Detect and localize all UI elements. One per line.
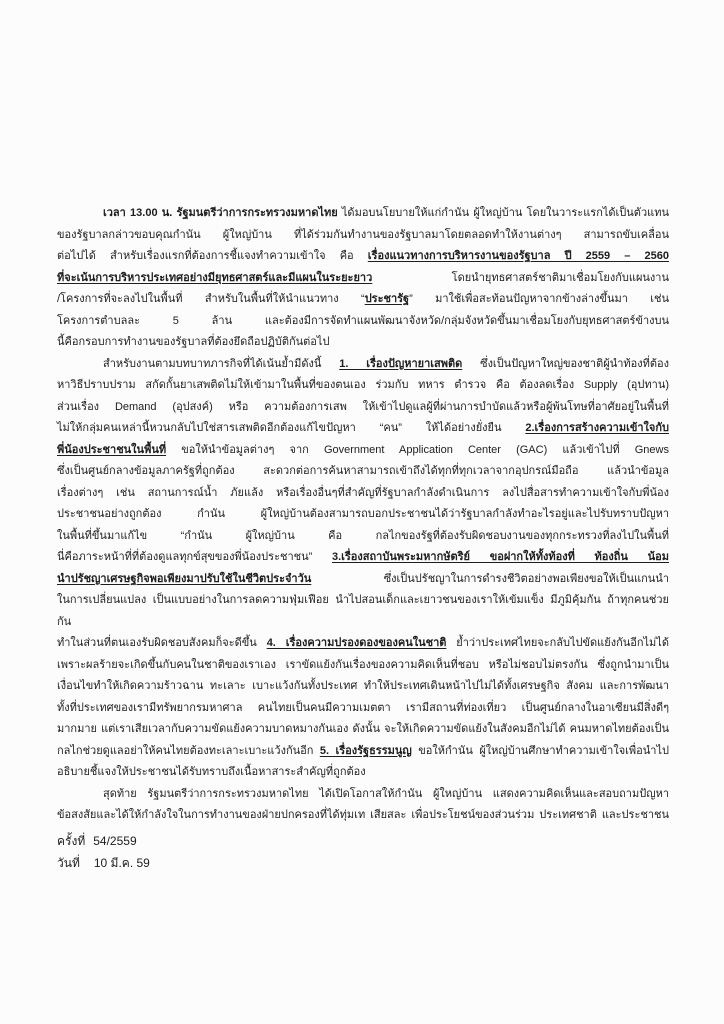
body-text: กลไกช่วยดูแลอย่าให้คนไทยต้องทะเลาะเบาะแว้งกันอีก [57, 744, 320, 757]
body-text: ขอให้นำข้อมูลต่างๆ จาก Government Application Center (GAC) แล้วเข้าไปที่ Gnews [166, 443, 669, 456]
text-line [57, 719, 669, 741]
body-text: เพราะผลร้ายจะเกิดขึ้นกับคนในชาติของเราเอง เราขัดแย้งกันเรื่องของความคิดเห็นที่ชอบ หรือไม่ชอบไม่ตรงกัน ซึ่งถูกนำมาเป็น [57, 658, 669, 671]
text-line [57, 504, 669, 526]
emphasized-text: 3.เรื่องสถาบันพระมหากษัตริย์ ขอฝากให้ทั้งท้องที่ ท้องถิ่น น้อม [331, 551, 669, 563]
body-text: ซึ่งเป็นศูนย์กลางข้อมูลภาครัฐที่ถูกต้อง สะดวกต่อการค้นหาสามารถเข้าถึงได้ทุกที่ทุกเวลาจากอุปกรณ์มือถือ แล้วนำข้อมูล [57, 465, 669, 477]
body-text: อธิบายชี้แจงให้ประชาชนได้รับทราบถึงเนื้อหาสาระสำคัญที่ถูกต้อง [57, 766, 366, 778]
body-text: หาวิธีปราบปราม สกัดกั้นยาเสพติดไม่ให้เข้ามาในพื้นที่ของตนเอง ร่วมกับ ทหาร ตำรวจ คือ ต้องลดเรื่อง Supply (อุปทาน) [57, 379, 669, 391]
body-text: เรื่องต่างๆ เช่น สถานการณ์น้ำ ภัยแล้ง หรือเรื่องอื่นๆที่สำคัญที่รัฐบาลกำลังดำเนินการ ลงไปสื่อสารทำความเข้าใจกับพี่น้อง [57, 486, 669, 499]
body-text: เงื่อนไขทำให้เกิดความร้าวฉาน ทะเลาะ เบาะแว้งกันทั้งประเทศ ทำให้ประเทศเดินหน้าไปไม่ได้ทั้งเศรษฐกิจ สังคม และการพัฒนา [57, 680, 669, 692]
text-line [57, 246, 669, 268]
date-label: วันที่ [57, 856, 80, 870]
text-line [57, 784, 669, 806]
document-body [57, 203, 669, 827]
date-row [57, 852, 150, 874]
text-line [57, 397, 669, 419]
body-text: ทำในส่วนที่ตนเองรับผิดชอบสังคมก็จะดีขึ้น [57, 637, 267, 649]
body-text: โดยนำยุทธศาสตร์ชาติมาเชื่อมโยงกับแผนงาน [372, 271, 669, 284]
body-text: ประชาชนอย่างถูกต้อง กำนัน ผู้ใหญ่บ้านต้องสามารถบอกประชาชนได้ว่ารัฐบาลกำลังทำอะไรอยู่และไปรับทราบปัญหา [57, 508, 669, 520]
body-text: ” มาใช้เพื่อสะท้อนปัญหาจากข้างล่างขึ้นมา เช่น [409, 293, 669, 305]
issue-label: ครั้งที่ [57, 834, 86, 848]
text-line [57, 203, 669, 225]
emphasized-text: พี่น้องประชาชนในพื้นที่ [57, 443, 167, 456]
text-line [57, 225, 669, 247]
emphasized-text: เรื่องแนวทางการบริหารงานของรัฐบาล ปี 2559 – 2560 [367, 250, 670, 262]
text-line [57, 741, 669, 763]
body-text: นี่คือภาระหน้าที่ที่ต้องดูแลทุกข์สุขของพี่น้องประชาชน” [57, 551, 332, 563]
document-footer [57, 830, 150, 874]
body-text: โครงการตำบลละ 5 ล้าน และต้องมีการจัดทำแผนพัฒนาจังหวัด/กลุ่มจังหวัดขึ้นมาเชื่อมโยงกับยุทธศาสตร์ข้างบน [57, 314, 669, 327]
text-line [57, 655, 669, 677]
body-text: ขอให้กำนัน ผู้ใหญ่บ้านศึกษาทำความเข้าใจเพื่อนำไป [411, 744, 669, 757]
text-line [57, 676, 669, 698]
body-text: ซึ่งเป็นปรัชญาในการดำรงชีวิตอย่างพอเพียงขอให้เป็นแกนนำ [311, 572, 669, 585]
emphasized-text: ประชารัฐ [364, 293, 410, 305]
body-text: ทั้งที่ประเทศของเรามีทรัพยากรมหาศาล คนไทยเป็นคนมีความเมตตา เรามีสถานที่ท่องเที่ยว เป็นศูนย์กลางในอาเซียนมีสิ่งดีๆ [57, 701, 669, 714]
body-text: ส่วนเรื่อง Demand (อุปสงค์) หรือ ความต้องการเสพ ให้เข้าไปดูแลผู้ที่ผ่านการบำบัดแล้วหรือผู้พ้นโทษที่อาศัยอยู่ในพื้นที่ [57, 400, 669, 413]
issue-number-row [57, 830, 150, 852]
body-text: ได้มอบนโยบายให้แก่กำนัน ผู้ใหญ่บ้าน โดยในวาระแรกได้เป็นตัวแทน [337, 207, 669, 219]
date-value: 10 มี.ค. 59 [93, 856, 150, 870]
text-line [57, 526, 669, 548]
body-text: ในพื้นที่ขึ้นมาแก้ไข “กำนัน ผู้ใหญ่บ้าน คือ กลไกของรัฐที่ต้องรับผิดชอบงานของทุกกระทรวงที่ลงไปในพื้นที่ [57, 529, 669, 542]
body-text: สำหรับงานตามบทบาทภารกิจที่ได้เน้นย้ำมีดังนี้ [103, 357, 340, 370]
emphasized-text: 4. เรื่องความปรองดองของคนในชาติ [266, 637, 447, 649]
body-text: ข้อสงสัยและได้ให้กำลังใจในการทำงานของฝ่ายปกครองที่ได้ทุ่มเท เสียสละ เพื่อประโยชน์ของส่วนร่วม ประเทศชาติ และประชาชน [57, 809, 669, 821]
text-line [57, 633, 669, 655]
issue-value: 54/2559 [93, 834, 137, 848]
text-line [57, 289, 669, 311]
text-line [57, 483, 669, 505]
text-line [57, 805, 669, 827]
emphasized-text: นำปรัชญาเศรษฐกิจพอเพียงมาปรับใช้ในชีวิตประจำวัน [57, 572, 312, 585]
text-line [57, 375, 669, 397]
body-text: นี้คือกรอบการทำงานของรัฐบาลที่ต้องยึดถือปฏิบัติกันต่อไป [57, 336, 330, 348]
text-line [57, 461, 669, 483]
body-text: ไม่ให้กลุ่มคนเหล่านี้หวนกลับไปใช่สารเสพติดอีกต้องแก้ไขปัญหา “คน” ให้ได้อย่างยั่งยืน [57, 422, 526, 434]
body-text: ในการเปลี่ยนแปลง เป็นแบบอย่างในการลดความฟุ่มเฟือย นำไปสอนเด็กและเยาวชนของเราให้เข้มแข็ง มีภูมิคุ้มกัน ถ้าทุกคนช่วยกัน [57, 594, 669, 628]
text-line [57, 440, 669, 462]
text-line [57, 332, 669, 354]
body-text: ย้ำว่าประเทศไทยจะกลับไปขัดแย้งกันอีกไม่ได้ [446, 637, 669, 649]
text-line [57, 268, 669, 290]
emphasized-text: เวลา 13.00 น. รัฐมนตรีว่าการกระทรวงมหาดไทย [103, 207, 338, 219]
emphasized-text: 1. เรื่องปัญหายาเสพติด [339, 357, 463, 370]
body-text: ของรัฐบาลกล่าวขอบคุณกำนัน ผู้ใหญ่บ้าน ที่ได้ร่วมกันทำงานของรัฐบาลมาโดยตลอดทำให้งานต่างๆ สามารถขับเคลื่อน [57, 228, 669, 241]
body-text: มากมาย แต่เราเสียเวลากับความขัดแย้งความบาดหมางกันเอง ดังนั้น จะให้เกิดความขัดแย้งในสังคมอีกไม่ได้ คนมหาดไทยต้องเป็น [57, 723, 669, 735]
text-line [57, 354, 669, 376]
text-line [57, 590, 669, 633]
text-line [57, 418, 669, 440]
body-text: /โครงการที่จะลงไปในพื้นที่ สำหรับในพื้นที่ให้นำแนวทาง “ [57, 293, 365, 305]
text-line [57, 762, 669, 784]
emphasized-text: 5. เรื่องรัฐธรรมนูญ [319, 744, 412, 757]
emphasized-text: ที่จะเน้นการบริหารประเทศอย่างมียุทธศาสตร์และมีแผนในระยะยาว [57, 271, 373, 284]
emphasized-text: 2.เรื่องการสร้างความเข้าใจกับ [525, 422, 669, 434]
body-text: สุดท้าย รัฐมนตรีว่าการกระทรวงมหาดไทย ได้เปิดโอกาสให้กำนัน ผู้ใหญ่บ้าน แสดงความคิดเห็นและสอบถามปัญหา [103, 787, 669, 800]
text-line [57, 698, 669, 720]
body-text: ซึ่งเป็นปัญหาใหญ่ของชาติผู้นำท้องที่ต้อง [462, 357, 669, 370]
text-line [57, 547, 669, 569]
text-line [57, 311, 669, 333]
body-text: ต่อไปได้ สำหรับเรื่องแรกที่ต้องการชี้แจงทำความเข้าใจ คือ [57, 250, 368, 262]
text-line [57, 569, 669, 591]
